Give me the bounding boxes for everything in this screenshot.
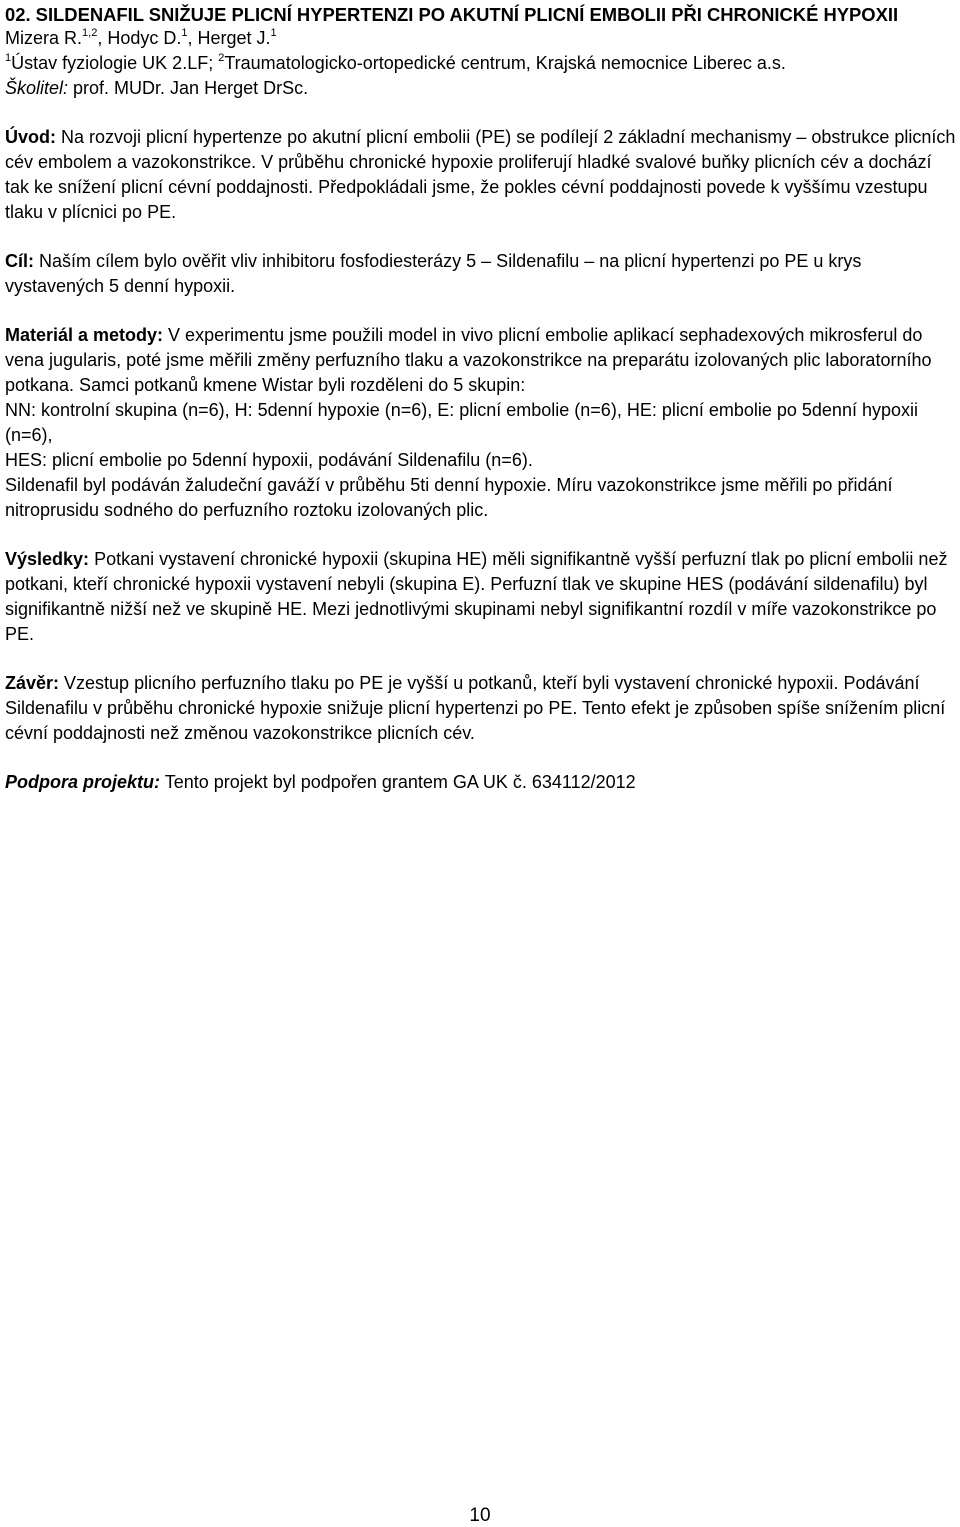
- section-metody-admin: Sildenafil byl podáván žaludeční gaváží v průběhu 5ti denní hypoxie. Míru vazokonstrikce jsme měřili po přidání nitroprusidu sodného do perfuzního roztoku izolovaných plic.: [5, 475, 893, 520]
- affiliation-2-marker: 2: [218, 52, 225, 64]
- section-cil: [5, 249, 957, 299]
- author-2: , Hodyc D.: [97, 28, 182, 48]
- affiliation-1: Ústav fyziologie UK 2.LF;: [11, 53, 219, 73]
- affiliation-line: [5, 51, 957, 76]
- supervisor-name: prof. MUDr. Jan Herget DrSc.: [68, 78, 309, 98]
- section-podpora: [5, 770, 957, 795]
- section-zaver-label: Závěr:: [5, 673, 60, 693]
- author-3-affiliation: 1: [270, 27, 277, 39]
- section-zaver: [5, 671, 957, 746]
- section-metody-text: V experimentu jsme použili model in vivo plicní embolie aplikací sephadexových mikrosferul do vena jugularis, poté jsme měřili změny perfuzního tlaku a vazokonstrikce na preparátu izolovaných plic laboratorního potkana. Samci potkanů kmene Wistar byli rozděleni do 5 skupin:: [5, 325, 932, 395]
- section-metody-label: Materiál a metody:: [5, 325, 164, 345]
- author-line: [5, 26, 957, 51]
- section-uvod-text: Na rozvoji plicní hypertenze po akutní plicní embolii (PE) se podílejí 2 základní mechanismy – obstrukce plicních cév embolem a vazokonstrikce. V průběhu chronické hypoxie proliferují hladké svalové buňky plicních cév a dochází tak ke snížení plicní cévní poddajnosti. Předpokládali jsme, že pokles cévní poddajnosti povede k vyššímu vzestupu tlaku v plícnici po PE.: [5, 127, 956, 222]
- author-1-affiliation: 1,2: [82, 27, 98, 39]
- abstract-page: [5, 3, 957, 813]
- section-metody-intro: [5, 323, 957, 398]
- section-metody-groups-1: NN: kontrolní skupina (n=6), H: 5denní hypoxie (n=6), E: plicní embolie (n=6), HE: plicní embolie po 5denní hypoxii (n=6),: [5, 400, 918, 445]
- section-vysledky-label: Výsledky:: [5, 549, 90, 569]
- section-podpora-text: Tento projekt byl podpořen grantem GA UK č. 634112/2012: [160, 772, 636, 792]
- section-podpora-label: Podpora projektu:: [5, 772, 161, 792]
- section-zaver-text: Vzestup plicního perfuzního tlaku po PE je vyšší u potkanů, kteří byli vystavení chronické hypoxii. Podávání Sildenafilu v průběhu chronické hypoxie snižuje plicní hypertenzi po PE. Tento efekt je způsoben spíše snížením plicní cévní poddajnosti než změnou vazokonstrikce plicních cév.: [5, 673, 946, 743]
- section-metody: [5, 323, 957, 523]
- section-vysledky: [5, 547, 957, 647]
- supervisor-line: [5, 76, 957, 101]
- author-2-affiliation: 1: [181, 27, 188, 39]
- section-cil-text: Naším cílem bylo ověřit vliv inhibitoru fosfodiesterázy 5 – Sildenafilu – na plicní hypertenzi po PE u krys vystavených 5 denní hypoxii.: [5, 251, 862, 296]
- author-3: , Herget J.: [187, 28, 271, 48]
- affiliation-1-marker: 1: [5, 52, 12, 64]
- section-uvod: [5, 125, 957, 225]
- supervisor-label: Školitel:: [5, 78, 69, 98]
- section-vysledky-text: Potkani vystavení chronické hypoxii (skupina HE) měli signifikantně vyšší perfuzní tlak po plicní embolii než potkani, kteří chronické hypoxii vystavení nebyli (skupina E). Perfuzní tlak ve skupine HES (podávání sildenafilu) byl signifikantně nižší než ve skupině HE. Mezi jednotlivými skupinami nebyl signifikantní rozdíl v míře vazokonstrikce po PE.: [5, 549, 948, 644]
- author-1: Mizera R.: [5, 28, 83, 48]
- section-uvod-label: Úvod:: [5, 127, 56, 147]
- abstract-title: 02. SILDENAFIL SNIŽUJE PLICNÍ HYPERTENZI PO AKUTNÍ PLICNÍ EMBOLII PŘI CHRONICKÉ HYPOXII: [5, 4, 899, 25]
- section-cil-label: Cíl:: [5, 251, 34, 271]
- section-metody-groups-2: HES: plicní embolie po 5denní hypoxii, podávání Sildenafilu (n=6).: [5, 450, 533, 470]
- page-number: 10: [469, 1505, 491, 1526]
- affiliation-2: Traumatologicko-ortopedické centrum, Krajská nemocnice Liberec a.s.: [224, 53, 786, 73]
